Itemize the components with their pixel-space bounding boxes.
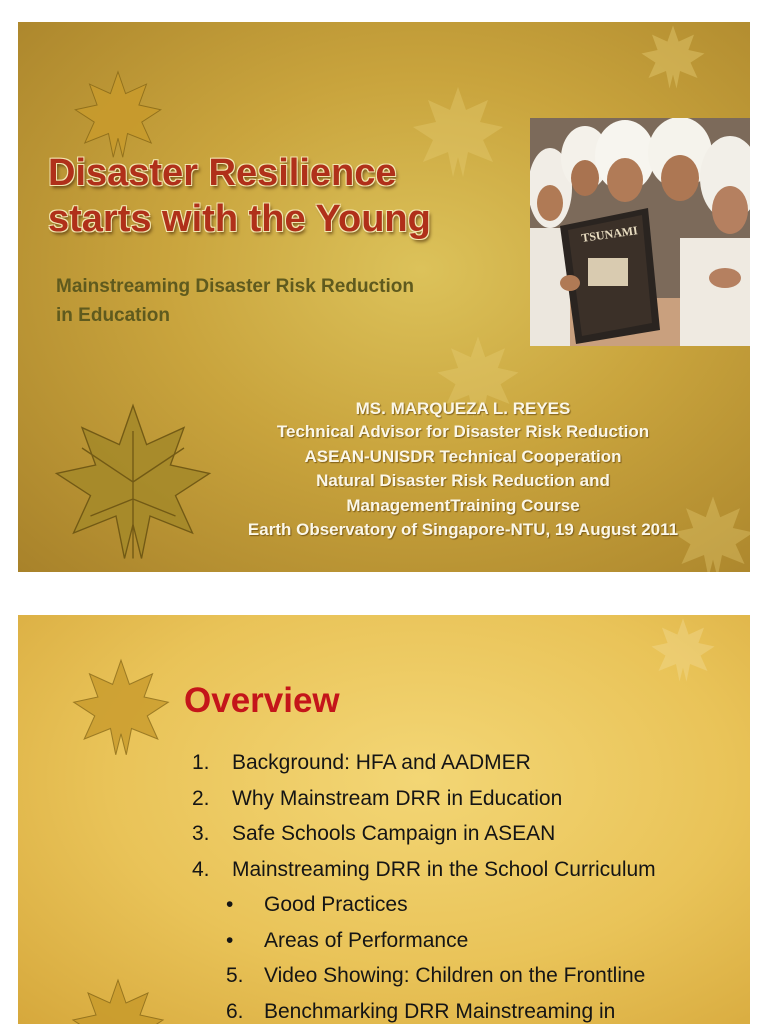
title-line-1: Disaster Resilience bbox=[48, 152, 397, 194]
book-title: TSUNAMI bbox=[580, 223, 639, 245]
list-item-text: Video Showing: Children on the Frontline bbox=[264, 964, 646, 987]
list-marker: 6. bbox=[226, 999, 244, 1023]
list-marker: 5. bbox=[226, 964, 244, 987]
list-item-text: Good Practices bbox=[264, 893, 408, 916]
list-item-text: Areas of Performance bbox=[264, 928, 469, 952]
presenter-name: MS. MARQUEZA L. REYES bbox=[355, 399, 571, 418]
credit-line: ASEAN-UNISDR Technical Cooperation bbox=[304, 446, 622, 466]
list-item bbox=[192, 852, 750, 888]
overview-title: Overview bbox=[184, 681, 340, 720]
list-item bbox=[192, 958, 750, 994]
title-slide bbox=[18, 22, 750, 572]
overview-list bbox=[192, 745, 750, 1024]
list-item-text: Why Mainstream DRR in Education bbox=[232, 786, 563, 810]
title-line-2: starts with the Young bbox=[48, 198, 431, 240]
list-item-text: Safe Schools Campaign in ASEAN bbox=[232, 822, 556, 845]
maple-leaf-icon bbox=[66, 655, 176, 760]
list-item bbox=[192, 745, 750, 781]
credit-line: Technical Advisor for Disaster Risk Reduction bbox=[276, 422, 650, 441]
subtitle-line-1: Mainstreaming Disaster Risk Reduction bbox=[56, 276, 414, 297]
credit-line: Natural Disaster Risk Reduction and bbox=[316, 471, 610, 490]
list-marker: 3. bbox=[192, 822, 210, 845]
maple-leaf-icon bbox=[618, 22, 728, 92]
list-item bbox=[192, 994, 750, 1024]
maple-leaf-icon bbox=[48, 975, 188, 1024]
slide-title bbox=[48, 150, 528, 242]
maple-leaf-icon bbox=[628, 615, 738, 685]
list-item bbox=[192, 816, 750, 852]
list-marker: 2. bbox=[192, 786, 210, 810]
sub-list-item bbox=[192, 923, 750, 959]
list-item bbox=[192, 781, 750, 817]
credit-line: ManagementTraining Course bbox=[346, 495, 580, 515]
list-marker: 1. bbox=[192, 751, 210, 774]
photo-illustration bbox=[530, 118, 750, 346]
credit-line: Earth Observatory of Singapore-NTU, 19 August 2011 bbox=[247, 520, 679, 539]
maple-leaf-icon bbox=[63, 67, 173, 162]
presenter-credits bbox=[193, 400, 733, 543]
children-reading-photo bbox=[530, 118, 750, 346]
subtitle-line-2: in Education bbox=[56, 305, 170, 326]
list-item-text: Benchmarking DRR Mainstreaming in bbox=[264, 999, 616, 1023]
bullet-marker: • bbox=[226, 893, 234, 916]
list-item-text: Mainstreaming DRR in the School Curriculum bbox=[232, 857, 656, 881]
bullet-marker: • bbox=[226, 928, 234, 952]
slide-subtitle bbox=[56, 272, 526, 330]
overview-slide bbox=[18, 615, 750, 1024]
sub-list-item bbox=[192, 887, 750, 923]
list-marker: 4. bbox=[192, 857, 210, 881]
list-item-text: Background: HFA and AADMER bbox=[232, 751, 531, 774]
